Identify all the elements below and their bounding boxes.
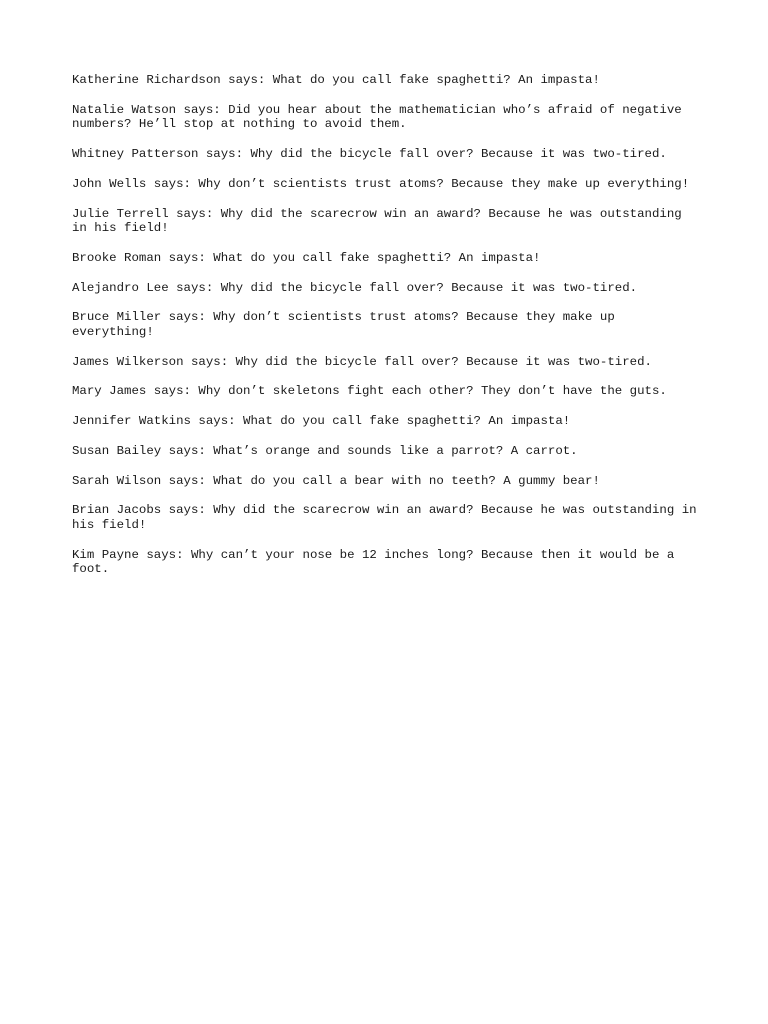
entry-katherine-richardson: Katherine Richardson says: What do you call fake spaghetti? An impasta!	[72, 73, 600, 87]
entry-brooke-roman: Brooke Roman says: What do you call fake spaghetti? An impasta!	[72, 250, 541, 265]
entry-susan-bailey: Susan Bailey says: What’s orange and sounds like a parrot? A carrot.	[72, 443, 578, 458]
entry-brian-jacobs: Brian Jacobs says: Why did the scarecrow win an award? Because he was outstanding in his field!	[72, 503, 697, 532]
document-page	[72, 73, 702, 592]
entry-sarah-wilson: Sarah Wilson says: What do you call a bear with no teeth? A gummy bear!	[72, 473, 600, 488]
entry-bruce-miller: Bruce Miller says: Why don’t scientists trust atoms? Because they make up everything!	[72, 310, 615, 340]
entry-alejandro-lee: Alejandro Lee says: Why did the bicycle fall over? Because it was two-tired.	[72, 280, 638, 295]
entry-natalie-watson: Natalie Watson says: Did you hear about the mathematician who’s afraid of negative numbers? He’ll stop at nothing to avoid them.	[72, 102, 682, 132]
entry-kim-payne: Kim Payne says: Why can’t your nose be 12 inches long? Because then it would be a foot.	[72, 547, 675, 577]
entry-mary-james: Mary James says: Why don’t skeletons fight each other? They don’t have the guts.	[72, 384, 667, 399]
entry-john-wells: John Wells says: Why don’t scientists trust atoms? Because they make up everything!	[72, 176, 690, 191]
entry-whitney-patterson: Whitney Patterson says: Why did the bicycle fall over? Because it was two-tired.	[72, 147, 667, 162]
entry-jennifer-watkins: Jennifer Watkins says: What do you call fake spaghetti? An impasta!	[72, 414, 571, 429]
entry-julie-terrell: Julie Terrell says: Why did the scarecrow win an award? Because he was outstanding in his field!	[72, 206, 682, 236]
entry-james-wilkerson: James Wilkerson says: Why did the bicycle fall over? Because it was two-tired.	[72, 354, 652, 369]
